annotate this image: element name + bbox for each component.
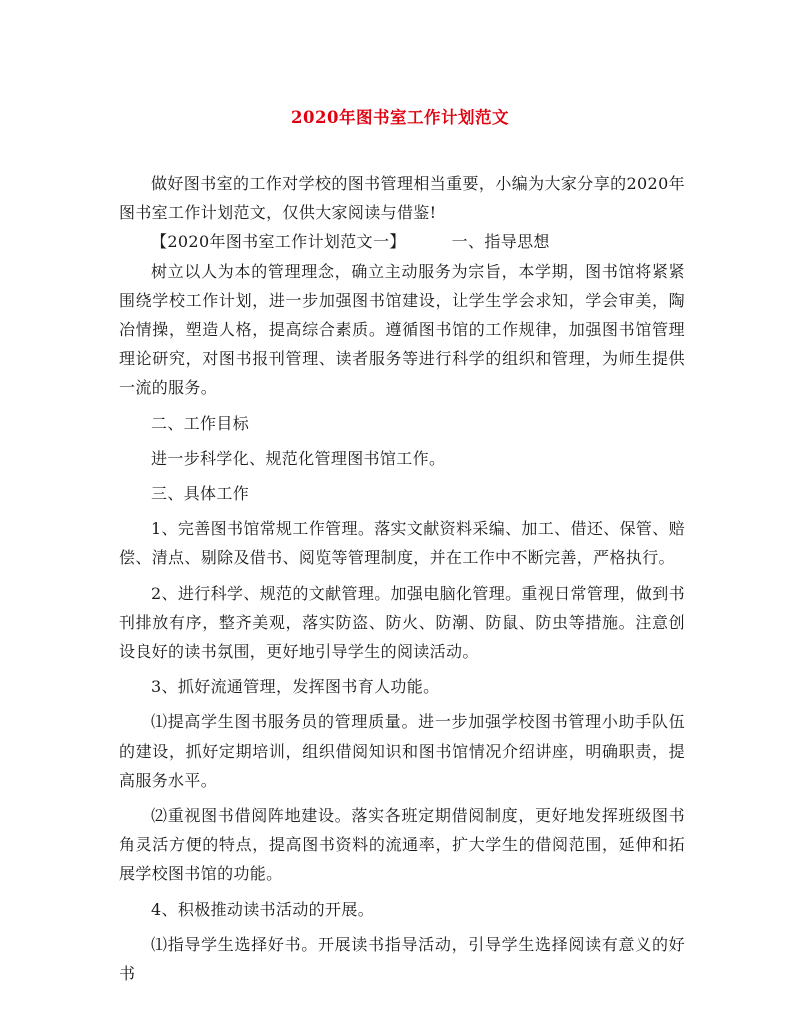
section-label: 【2020年图书室工作计划范文一】 [151, 232, 406, 252]
section-heading-line [119, 227, 685, 256]
work-item-4: 4、积极推动读书活动的开展。 [151, 899, 375, 919]
work-sub-item-3-2: ⑵重视图书借阅阵地建设。落实各班定期借阅制度，更好地发挥班级图书角灵活方便的特点，提高图书资料的流通率，扩大学生的借阅范围，延伸和拓展学校图书馆的功能。 [119, 806, 685, 884]
work-item-2: 2、进行科学、规范的文献管理。加强电脑化管理。重视日常管理，做到书刊排放有序，整齐美观，落实防盗、防火、防潮、防鼠、防虫等措施。注意创设良好的读书氛围，更好地引导学生的阅读活动。 [119, 583, 685, 662]
work-sub-item-3-1: ⑴提高学生图书服务员的管理质量。进一步加强学校图书管理小助手队伍的建设，抓好定期培训，组织借阅知识和图书馆情况介绍讲座，明确职责，提高服务水平。 [119, 712, 685, 790]
heading-specific-work: 三、具体工作 [151, 484, 250, 504]
work-goals-paragraph: 进一步科学化、规范化管理图书馆工作。 [151, 448, 446, 468]
document-body [119, 169, 685, 988]
guiding-ideology-paragraph: 树立以人为本的管理理念，确立主动服务为宗旨，本学期，图书馆将紧紧围绕学校工作计划，进一步加强图书馆建设，让学生学会求知，学会审美，陶冶情操，塑造人格，提高综合素质。遵循图书馆的工作规律，加强图书馆管理理论研究，对图书报刊管理、读者服务等进行科学的组织和管理，为师生提供一流的服务。 [119, 261, 685, 398]
intro-paragraph: 做好图书室的工作对学校的图书管理相当重要，小编为大家分享的2020年图书室工作计划范文，仅供大家阅读与借鉴! [119, 174, 685, 223]
heading-guiding-ideology: 一、指导思想 [451, 232, 550, 252]
document-title: 2020年图书室工作计划范文 [291, 108, 509, 127]
work-item-3: 3、抓好流通管理，发挥图书育人功能。 [151, 677, 440, 697]
heading-work-goals: 二、工作目标 [151, 413, 250, 433]
work-sub-item-4-1: ⑴指导学生选择好书。开展读书指导活动，引导学生选择阅读有意义的好书 [119, 934, 685, 984]
work-item-1: 1、完善图书馆常规工作管理。落实文献资料采编、加工、借还、保管、赔偿、清点、剔除及借书、阅览等管理制度，并在工作中不断完善，严格执行。 [119, 519, 685, 568]
